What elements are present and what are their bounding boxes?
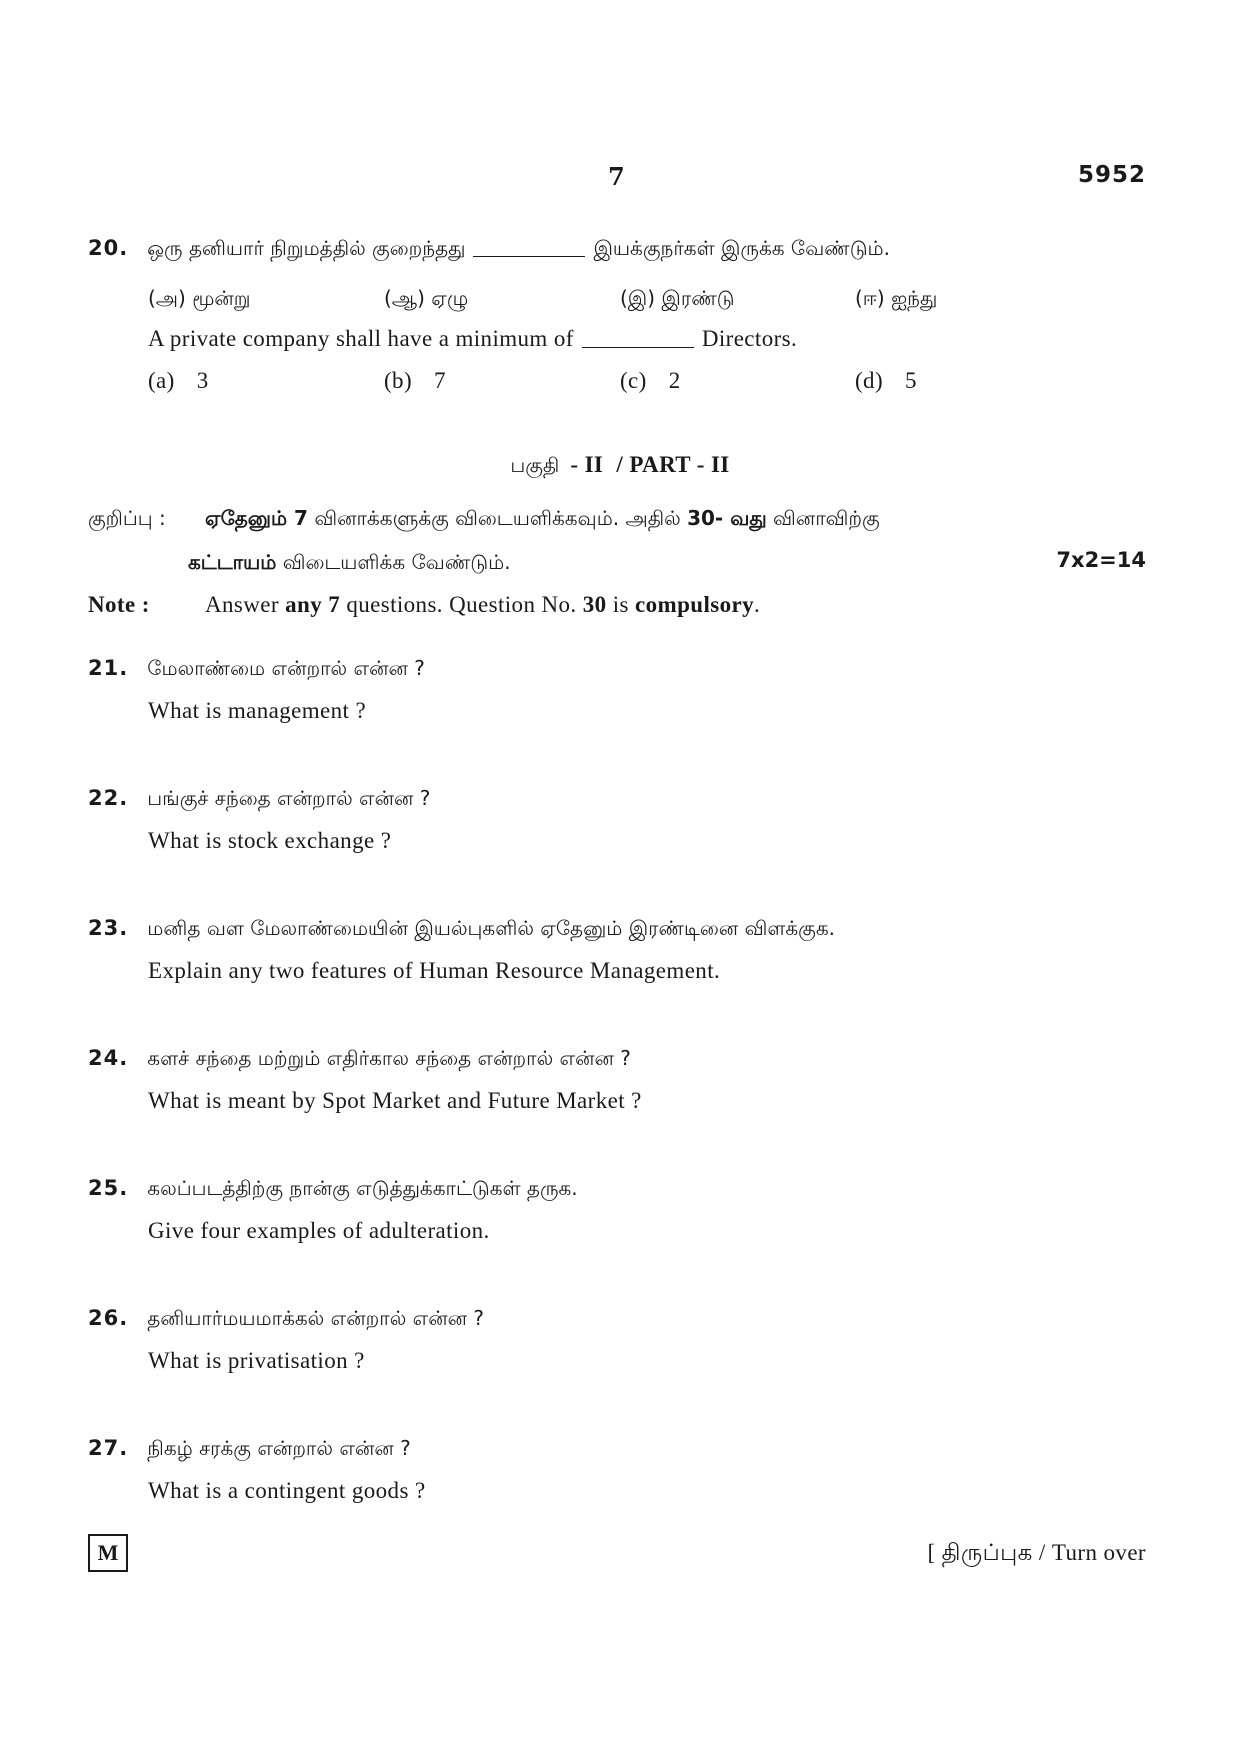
option-tamil-c: (இ) இரண்டு [620, 286, 735, 310]
part-heading [0, 452, 1240, 480]
option-english-c [620, 368, 681, 394]
option-value: 5 [905, 368, 917, 393]
note-label-english: Note : [88, 592, 150, 617]
option-label: (b) [384, 368, 413, 393]
question-number: 24. [88, 1046, 129, 1070]
note-emphasis: ஏதேனும் 7 [205, 506, 308, 530]
question-27 [88, 1436, 411, 1463]
option-value: 7 [434, 368, 446, 393]
note-emphasis: கட்டாயம் [188, 550, 277, 574]
marks-allocation: 7x2=14 [1056, 548, 1146, 572]
note-text: . [754, 592, 761, 617]
question-24-english: What is meant by Spot Market and Future Market ? [148, 1088, 642, 1113]
page-number: 7 [608, 162, 625, 191]
note-text: விடையளிக்க வேண்டும். [282, 550, 511, 574]
note-text: questions. Question No. [346, 592, 577, 617]
question-27-english: What is a contingent goods ? [148, 1478, 426, 1503]
note-text: Answer [205, 592, 279, 617]
part-heading-english: / PART - II [616, 452, 730, 477]
option-label: (d) [855, 368, 884, 393]
question-text-tamil: கலப்படத்திற்கு நான்கு எடுத்துக்காட்டுகள் தருக. [147, 1176, 578, 1200]
question-20-english [148, 326, 797, 352]
question-22-english: What is stock exchange ? [148, 828, 392, 853]
option-english-d [855, 368, 917, 394]
note-text: வினாக்களுக்கு விடையளிக்கவும். அதில் [314, 506, 681, 530]
question-22 [88, 786, 430, 813]
turn-over-label: [ திருப்புக / Turn over [927, 1540, 1146, 1565]
question-21 [88, 656, 425, 683]
question-text-tamil: களச் சந்தை மற்றும் எதிர்கால சந்தை என்றால் என்ன ? [147, 1046, 631, 1070]
question-text-tamil: மனித வள மேலாண்மையின் இயல்புகளில் ஏதேனும் இரண்டினை விளக்குக. [147, 916, 835, 940]
part-heading-tamil: பகுதி [510, 453, 560, 477]
question-text-tamil: தனியார்மயமாக்கல் என்றால் என்ன ? [147, 1306, 485, 1330]
question-text-english: A private company shall have a minimum of [148, 326, 574, 351]
note-english-text [205, 592, 760, 618]
question-20-tamil [88, 236, 890, 263]
option-tamil-a: (அ) மூன்று [148, 286, 251, 310]
answer-blank [582, 346, 694, 348]
question-number: 20. [88, 236, 129, 260]
paper-code: 5952 [1077, 162, 1146, 188]
question-23-english: Explain any two features of Human Resource Management. [148, 958, 721, 983]
question-21-english: What is management ? [148, 698, 367, 723]
question-number: 25. [88, 1176, 129, 1200]
option-tamil-d: (ஈ) ஐந்து [855, 286, 938, 310]
question-text-english-end: Directors. [701, 326, 798, 351]
question-26 [88, 1306, 484, 1333]
note-tamil-line-1 [205, 506, 880, 533]
note-emphasis: compulsory [635, 592, 754, 617]
answer-blank [473, 255, 585, 257]
option-english-b [384, 368, 446, 394]
question-text-tamil: மேலாண்மை என்றால் என்ன ? [147, 656, 425, 680]
question-number: 21. [88, 656, 129, 680]
question-25-english: Give four examples of adulteration. [148, 1218, 490, 1243]
option-tamil-b: (ஆ) ஏழு [384, 286, 469, 310]
question-text-tamil-end: இயக்குநர்கள் இருக்க வேண்டும். [593, 236, 891, 260]
note-emphasis: any 7 [285, 592, 341, 617]
question-number: 27. [88, 1436, 129, 1460]
question-26-english: What is privatisation ? [148, 1348, 365, 1373]
question-number: 23. [88, 916, 129, 940]
question-text-tamil: ஒரு தனியார் நிறுமத்தில் குறைந்தது [147, 236, 466, 260]
question-number: 22. [88, 786, 129, 810]
option-label: (c) [620, 368, 647, 393]
question-25 [88, 1176, 578, 1203]
option-value: 2 [668, 368, 681, 393]
note-label-tamil: குறிப்பு : [88, 506, 166, 530]
option-english-a [148, 368, 209, 394]
option-value: 3 [196, 368, 209, 393]
medium-box: M [88, 1534, 128, 1572]
note-text: வினாவிற்கு [773, 506, 880, 530]
part-heading-roman: - II [570, 452, 604, 477]
note-tamil-line-2 [188, 550, 511, 577]
question-text-tamil: பங்குச் சந்தை என்றால் என்ன ? [147, 786, 431, 810]
note-text: is [612, 592, 629, 617]
question-text-tamil: நிகழ் சரக்கு என்றால் என்ன ? [147, 1436, 411, 1460]
question-number: 26. [88, 1306, 129, 1330]
note-emphasis: 30- வது [687, 506, 767, 530]
question-23 [88, 916, 835, 943]
note-emphasis: 30 [582, 592, 607, 617]
question-24 [88, 1046, 631, 1073]
option-label: (a) [148, 368, 175, 393]
